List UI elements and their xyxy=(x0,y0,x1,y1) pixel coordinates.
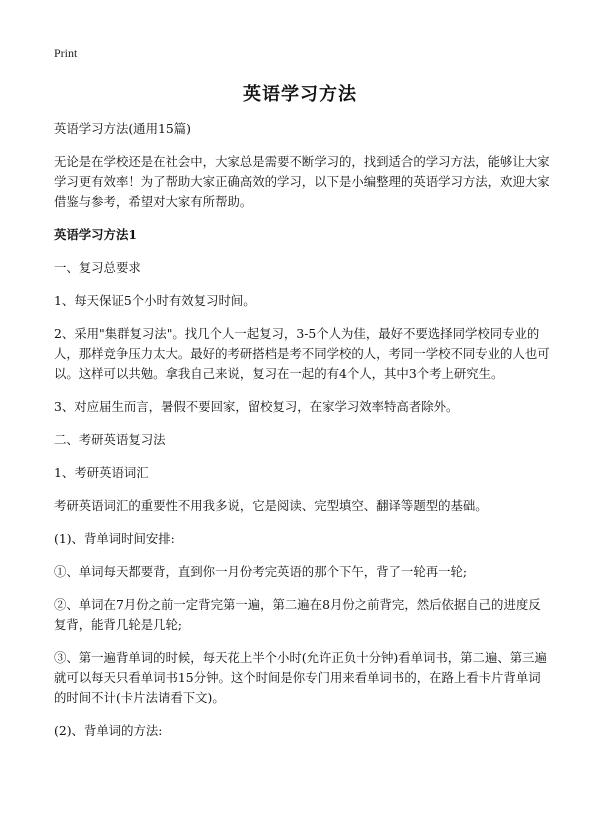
subsection-heading: 二、考研英语复习法 xyxy=(54,432,166,447)
paragraph: (1)、背单词时间安排: xyxy=(54,531,175,546)
paragraph: (2)、背单词的方法: xyxy=(54,723,163,738)
subtitle: 英语学习方法(通用15篇) xyxy=(54,121,191,136)
paragraph: 1、每天保证5个小时有效复习时间。 xyxy=(54,293,256,308)
paragraph: 考研英语词汇的重要性不用我多说，它是阅读、完型填空、翻译等题型的基础。 xyxy=(54,498,488,513)
print-label: Print xyxy=(54,46,78,60)
paragraph: ①、单词每天都要背，直到你一月份考完英语的那个下午，背了一轮再一轮; xyxy=(54,564,468,579)
intro-paragraph: 无论是在学校还是在社会中，大家总是需要不断学习的，找到适合的学习方法，能够让大家学习更有效率！为了帮助大家正确高效的学习，以下是小编整理的英语学习方法，欢迎大家借鉴与参考，希望对大家有所帮助。 xyxy=(54,154,550,209)
paragraph: 2、采用"集群复习法"。找几个人一起复习，3-5个人为佳，最好不要选择同学校同专业的人，那样竞争压力太大。最好的考研搭档是考不同学校的人，考同一学校不同专业的人也可以。这样可以共勉。拿我自己来说，复习在一起的有4个人，其中3个考上研究生。 xyxy=(54,326,550,381)
paragraph: ③、第一遍背单词的时候，每天花上半个小时(允许正负十分钟)看单词书，第二遍、第三遍就可以每天只看单词书15分钟。这个时间是你专门用来看单词书的，在路上看卡片背单词的时间不计(卡片法请看下文)。 xyxy=(54,650,547,705)
page-title: 英语学习方法 xyxy=(243,84,357,105)
section-heading: 英语学习方法1 xyxy=(54,227,137,242)
paragraph: 1、考研英语词汇 xyxy=(54,465,149,480)
paragraph: ②、单词在7月份之前一定背完第一遍，第二遍在8月份之前背完，然后依据自己的进度反复背，能背几轮是几轮; xyxy=(54,597,541,632)
document-body xyxy=(54,119,550,754)
paragraph: 3、对应届生而言，暑假不要回家，留校复习，在家学习效率特高者除外。 xyxy=(54,399,459,414)
subsection-heading: 一、复习总要求 xyxy=(54,260,141,275)
